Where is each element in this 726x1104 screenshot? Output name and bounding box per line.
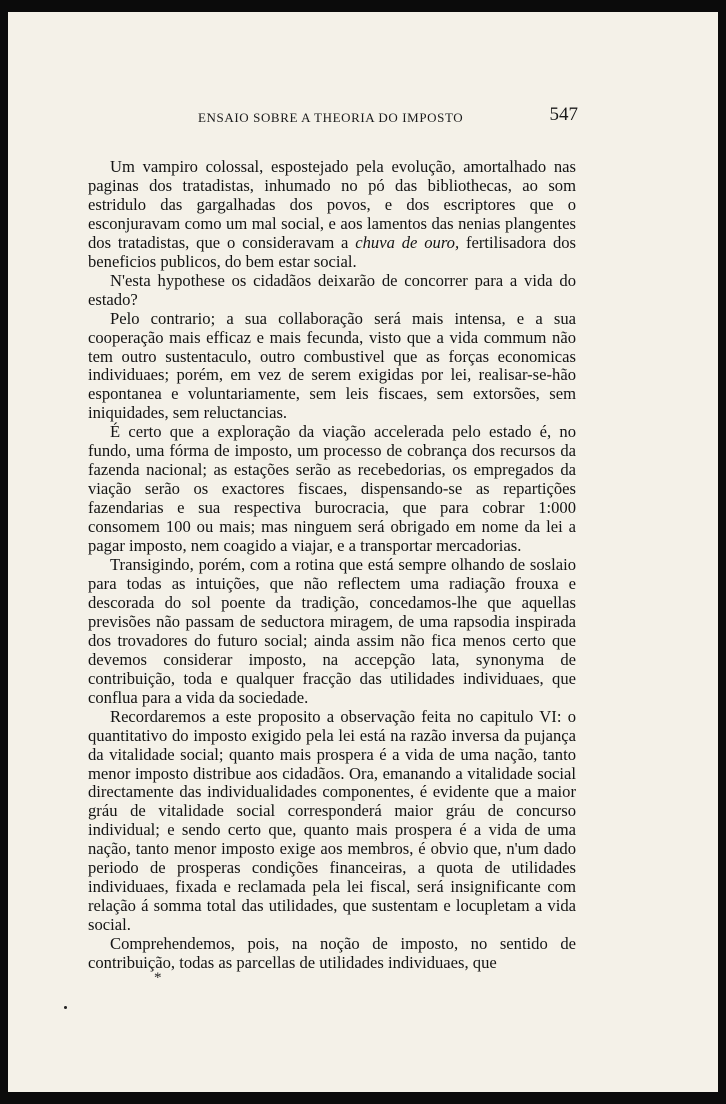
- page-number: 547: [549, 104, 578, 125]
- paragraph-1-italic-phrase: chuva de ouro,: [355, 232, 460, 252]
- running-title: ENSAIO SOBRE A THEORIA DO IMPOSTO: [198, 110, 464, 125]
- paragraph-4: É certo que a exploração da viação accelerada pelo estado é, no fundo, uma fórma de imposto, um processo de cobrança dos recursos da fazenda nacional; as estações serão as recebedorias, os empregados da viação serão os exactores fiscaes, dispensando-se as repartições fazendarias e sua respectiva burocracia, que para cobrar 1:000 consomem 100 ou mais; mas ninguem será obrigado em nome da lei a pagar imposto, nem coagido a viajar, e a transportar mercadorias.: [88, 422, 576, 556]
- paragraph-3: Pelo contrario; a sua collaboração será mais intensa, e a sua cooperação mais efficaz e mais fecunda, visto que a vida commum não tem outro sustentaculo, outro combustivel que as forças economicas individuaes; porém, em vez de serem exigidas por lei, realisar-se-hão espontanea e voluntariamente, sem leis fiscaes, sem extorsões, sem iniquidades, sem reluctancias.: [88, 308, 576, 423]
- paragraph-7: Comprehendemos, pois, na noção de imposto, no sentido de contribuição, todas as parcellas de utilidades individuaes, que: [88, 934, 576, 973]
- paragraph-5: Transigindo, porém, com a rotina que está sempre olhando de soslaio para todas as intuições, que não reflectem uma radiação frouxa e descorada do sol poente da tradição, concedamos-lhe que aquellas previsões não passam de seductora miragem, de uma rapsodia inspirada dos trovadores do futuro social; ainda assim não fica menos certo que devemos considerar imposto, na accepção lata, synonyma de contribuição, toda e qualquer fracção das utilidades individuaes, que conflua para a vida da sociedade.: [88, 555, 576, 707]
- body-text: [88, 158, 576, 973]
- paragraph-1-text: Um vampiro colossal, espostejado pela evolução, amortalhado nas paginas dos tratadistas, inhumado no pó das bibliothecas, ao som estridulo das gargalhadas dos povos, e dos escriptores que o esconjuravam como um mal social, e aos lamentos das nenias plangentes dos tratadistas, que o consideravam a: [88, 157, 576, 252]
- ink-speck: [64, 1006, 67, 1009]
- scanned-page: [8, 12, 718, 1092]
- page-header: [98, 104, 578, 134]
- footnote-asterisk: *: [154, 970, 162, 986]
- paragraph-1-ending: fertilisadora dos beneficios publicos, do bem estar social.: [88, 232, 576, 271]
- paragraph-1: [88, 158, 576, 272]
- paragraph-2: N'esta hypothese os cidadãos deixarão de concorrer para a vida do estado?: [88, 270, 576, 309]
- paragraph-6: Recordaremos a este proposito a observação feita no capitulo VI: o quantitativo do imposto exigido pela lei está na razão inversa da pujança da vitalidade social; quanto mais prospera é a vida de uma nação, tanto menor imposto distribue aos cidadãos. Ora, emanando a vitalidade social directamente das individualidades componentes, é evidente que a maior gráu de vitalidade social corresponderá maior gráu de concurso individual; e sendo certo que, quanto mais prospera é a vida de uma nação, tanto menor imposto exige aos membros, é obvio que, n'um dado periodo de prosperas condições financeiras, a quota de utilidades individuaes, fixada e reclamada pela lei fiscal, será insignificante com relação á somma total das utilidades, que sustentam e locupletam a vida social.: [88, 706, 576, 935]
